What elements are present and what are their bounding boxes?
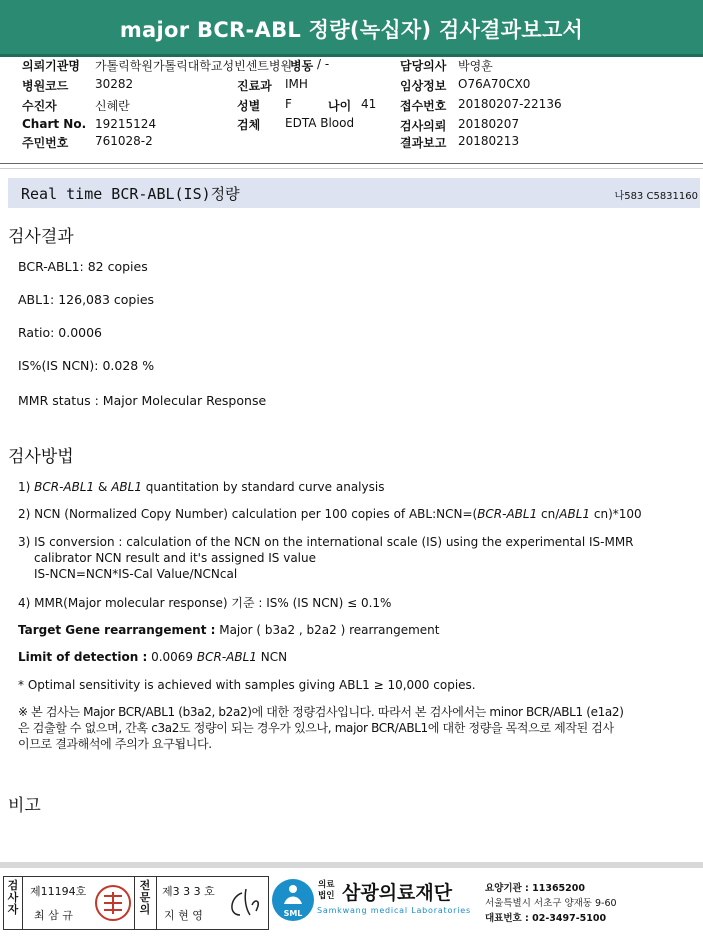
clinical-value: O76A70CX0: [458, 77, 531, 91]
logo-text: SML: [283, 909, 303, 918]
request-label: 검사의뢰: [400, 119, 447, 133]
patient-label: 수진자: [22, 99, 57, 113]
method-text: 2) NCN (Normalized Copy Number) calculation per 100 copies of ABL:NCN=(: [18, 507, 478, 521]
remarks-heading: 비고: [8, 796, 41, 816]
chart-value: 19215124: [95, 117, 157, 131]
lod-unit: NCN: [256, 650, 288, 664]
limit-of-detection: [18, 649, 287, 665]
caution-note: [18, 704, 624, 752]
reviewer-label: 전문의: [139, 879, 151, 916]
method-text: 3) IS conversion : calculation of the NCN on the international scale (IS) using the experimental IS-MMR: [18, 535, 634, 549]
gene-name: ABL1: [111, 480, 142, 494]
id-label: 주민번호: [22, 136, 69, 150]
specimen-label: 검체: [237, 118, 261, 132]
test-section-bar: [8, 178, 700, 208]
method-text: &: [94, 480, 112, 494]
result-abl1: ABL1: 126,083 copies: [18, 292, 155, 307]
specimen-value: EDTA Blood: [285, 116, 355, 130]
divider: [0, 168, 703, 169]
gene-name: BCR-ABL1: [34, 480, 95, 494]
method-text: 1): [18, 480, 35, 494]
reviewer-name: 지 현 영: [164, 909, 203, 922]
hospital-code-label: 병원코드: [22, 79, 69, 93]
result-ratio: Ratio: 0.0006: [18, 325, 103, 340]
target-gene: [18, 622, 440, 638]
method-text: calibrator NCN result and it's assigned IS value: [34, 551, 316, 565]
seal-stamp-icon: [94, 884, 132, 922]
receipt-value: 20180207-22136: [458, 97, 562, 111]
method-text: IS-NCN=NCN*IS-Cal Value/NCNcal: [34, 567, 238, 581]
result-bcr-abl1: BCR-ABL1: 82 copies: [18, 259, 148, 274]
clinical-label: 임상정보: [400, 79, 447, 93]
result-is-percent: IS%(IS NCN): 0.028 %: [18, 358, 155, 373]
reported-value: 20180213: [458, 134, 520, 148]
institution-value: 가톨릭학원가톨릭대학교성빈센트병원: [95, 59, 293, 73]
reported-label: 결과보고: [400, 136, 447, 150]
signature-icon: [222, 885, 266, 923]
note-line: ※ 본 검사는 Major BCR/ABL1 (b3a2, b2a2)에 대한 정량검사입니다. 따라서 본 검사에서는 minor BCR/ABL1 (e1a2): [18, 705, 624, 719]
lab-logo: [272, 879, 314, 921]
method-item-3: [18, 534, 634, 582]
doctor-value: 박영훈: [458, 59, 493, 73]
signature-box: [3, 876, 269, 930]
org-english-name: Samkwang medical Laboratories: [317, 906, 471, 915]
optimal-note: * Optimal sensitivity is achieved with samples giving ABL1 ≥ 10,000 copies.: [18, 678, 476, 692]
method-item-1: [18, 479, 384, 495]
test-code: 나583 C5831160: [614, 191, 698, 202]
sex-label: 성별: [237, 99, 261, 113]
age-value: 41: [361, 97, 377, 111]
gene-name: ABL1: [559, 507, 591, 521]
checker-name: 최 삼 규: [34, 909, 73, 922]
org-name: 삼광의료재단: [342, 882, 453, 904]
dept-value: IMH: [285, 77, 308, 91]
logo-figure-icon: [281, 884, 305, 906]
org-address: 서울특별시 서초구 양재동 9-60: [485, 898, 617, 909]
reviewer-license: 제3 3 3 호: [162, 885, 215, 898]
sex-value: F: [285, 97, 292, 111]
dept-label: 진료과: [237, 79, 272, 93]
gene-name: BCR-ABL1: [196, 650, 257, 664]
footer-divider: [0, 862, 703, 868]
care-institution-no: 요양기관 : 11365200: [485, 883, 586, 894]
method-text: quantitation by standard curve analysis: [141, 480, 385, 494]
age-label: 나이: [328, 99, 352, 113]
ward-label: 병동: [290, 59, 314, 73]
result-mmr-status: MMR status : Major Molecular Response: [18, 393, 267, 408]
results-heading: 검사결과: [8, 227, 74, 247]
test-section-title: Real time BCR-ABL(IS)정량: [21, 185, 240, 203]
org-type-line: 법인: [318, 891, 335, 901]
method-text: cn/: [537, 507, 560, 521]
divider: [0, 163, 703, 164]
institution-label: 의뢰기관명: [22, 59, 80, 73]
hospital-code-value: 30282: [95, 77, 134, 91]
method-text: cn)*100: [590, 507, 642, 521]
doctor-label: 담당의사: [400, 59, 447, 73]
gene-name: BCR-ABL1: [477, 507, 538, 521]
lod-value: 0.0069: [147, 650, 197, 664]
receipt-label: 접수번호: [400, 99, 447, 113]
request-value: 20180207: [458, 117, 520, 131]
method-item-2: [18, 506, 642, 522]
method-item-4: 4) MMR(Major molecular response) 기준 : IS% (IS NCN) ≤ 0.1%: [18, 596, 392, 610]
org-type-line: 의료: [318, 880, 335, 890]
checker-license: 제11194호: [30, 885, 87, 898]
note-line: 이므로 결과해석에 주의가 요구됩니다.: [18, 737, 212, 751]
org-phone: 대표번호 : 02-3497-5100: [485, 913, 607, 924]
checker-label: 검사자: [7, 879, 19, 916]
chart-label: Chart No.: [22, 117, 87, 131]
report-title-bar: [0, 0, 703, 57]
method-heading: 검사방법: [8, 447, 74, 467]
patient-value: 신혜란: [95, 99, 130, 113]
ward-value: / -: [317, 57, 330, 71]
org-type: [318, 880, 334, 902]
note-line: 은 검출할 수 없으며, 간혹 c3a2도 정량이 되는 경우가 있으나, major BCR/ABL1에 대한 정량을 목적으로 제작된 검사: [18, 721, 614, 735]
lod-label: Limit of detection :: [18, 650, 148, 664]
target-gene-value: Major ( b3a2 , b2a2 ) rearrangement: [215, 623, 440, 637]
report-title: major BCR-ABL 정량(녹십자) 검사결과보고서: [119, 18, 584, 42]
target-gene-label: Target Gene rearrangement :: [18, 623, 216, 637]
id-value: 761028-2: [95, 134, 153, 148]
